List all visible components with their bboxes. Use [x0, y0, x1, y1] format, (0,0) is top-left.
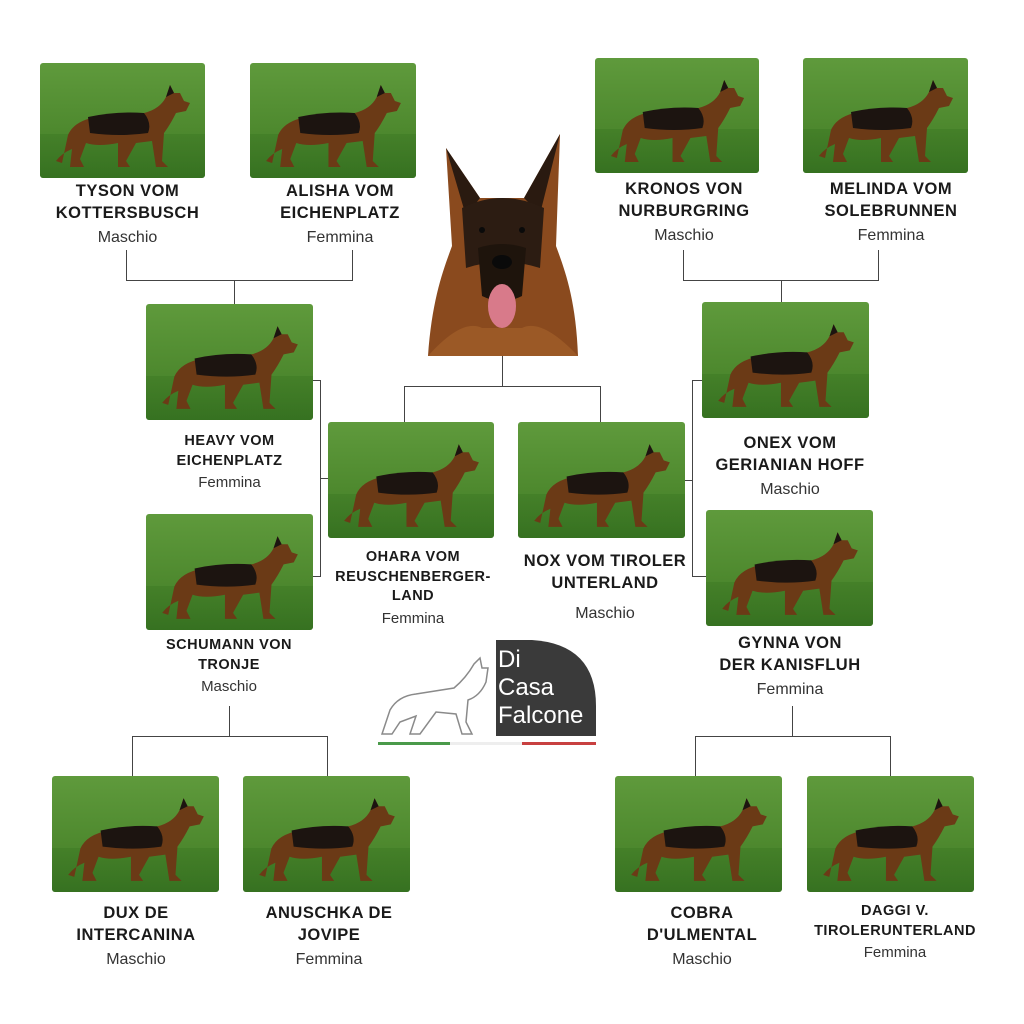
- connector: [890, 736, 891, 776]
- dog-name-line1: TYSON VOM: [75, 182, 180, 200]
- dog-sex: Maschio: [760, 480, 820, 498]
- connector: [126, 250, 127, 280]
- dog-name-line1: MELINDA VOM: [829, 180, 953, 198]
- dog-sex: Maschio: [575, 604, 635, 622]
- dog-name-line1: ALISHA VOM: [286, 182, 394, 200]
- connector: [878, 250, 879, 280]
- dog-name-line1: DAGGI V.: [861, 903, 929, 919]
- connector: [792, 706, 793, 736]
- connector: [685, 480, 692, 481]
- dog-label-gynna: [700, 632, 880, 700]
- connector: [695, 736, 696, 776]
- connector: [132, 736, 327, 737]
- dog-photo-onex: [702, 302, 869, 418]
- dog-name-line2: SOLEBRUNNEN: [824, 202, 958, 221]
- dog-label-heavy: [146, 432, 313, 493]
- dog-sex: Femmina: [198, 474, 261, 492]
- dog-photo-melinda: [803, 58, 968, 173]
- connector: [313, 380, 320, 381]
- connector: [692, 380, 693, 577]
- dog-name-line2: JOVIPE: [297, 926, 361, 945]
- dog-sex: Maschio: [97, 228, 158, 246]
- dog-label-schumann: [140, 636, 318, 697]
- connector: [502, 356, 503, 386]
- connector: [683, 250, 684, 280]
- dog-name-line1: SCHUMANN VON: [165, 637, 293, 653]
- logo-line1: Di: [498, 646, 521, 673]
- dog-label-nox: [512, 550, 698, 624]
- logo-line3: Falcone: [498, 702, 584, 729]
- dog-photo-heavy: [146, 304, 313, 420]
- dog-sex: Femmina: [863, 944, 927, 962]
- connector: [695, 736, 891, 737]
- dog-name-line2: DER KANISFLUH: [719, 656, 861, 675]
- dog-label-dux: [46, 902, 226, 970]
- dog-name-line2: TRONJE: [198, 656, 260, 673]
- dog-photo-daggi: [807, 776, 974, 892]
- connector: [352, 250, 353, 280]
- connector: [781, 280, 782, 302]
- dog-photo-alisha: [250, 63, 416, 178]
- connector: [132, 736, 133, 776]
- dog-name-line1: NOX VOM TIROLER: [523, 552, 687, 570]
- dog-name-line2: D'ULMENTAL: [646, 926, 758, 945]
- dog-name-line2: EICHENPLATZ: [280, 204, 400, 223]
- connector: [229, 706, 230, 736]
- connector: [600, 386, 601, 422]
- connector: [404, 386, 601, 387]
- dog-label-onex: [700, 432, 880, 500]
- dog-sex: Femmina: [857, 226, 925, 244]
- dog-photo-gynna: [706, 510, 873, 626]
- central-dog-portrait: [422, 128, 582, 356]
- dog-label-ohara: [328, 548, 498, 629]
- logo-text: [498, 646, 583, 730]
- dog-name-line2: KOTTERSBUSCH: [55, 204, 200, 223]
- dog-sex: Maschio: [201, 678, 257, 696]
- dog-photo-tyson: [40, 63, 205, 178]
- dog-sex: Femmina: [295, 950, 363, 968]
- connector: [320, 478, 328, 479]
- dog-name-line2: INTERCANINA: [76, 926, 196, 945]
- dog-sex: Femmina: [306, 228, 374, 246]
- brand-logo: [376, 638, 600, 750]
- connector: [692, 380, 702, 381]
- dog-label-melinda: [803, 178, 979, 246]
- dog-name-line2: EICHENPLATZ: [176, 452, 283, 469]
- dog-name-line1: ONEX VOM: [743, 434, 837, 452]
- dog-name-line3: LAND: [391, 588, 435, 605]
- dog-sex: Maschio: [672, 950, 732, 968]
- dog-label-kronos: [595, 178, 773, 246]
- dog-name-line1: GYNNA VON: [738, 634, 842, 652]
- logo-line2: Casa: [498, 674, 555, 701]
- dog-sex: Maschio: [654, 226, 714, 244]
- dog-name-line1: DUX DE: [103, 904, 169, 922]
- dog-name-line1: COBRA: [670, 904, 734, 922]
- dog-name-line1: OHARA VOM: [365, 549, 461, 565]
- dog-sex: Maschio: [106, 950, 166, 968]
- connector: [327, 736, 328, 776]
- dog-photo-ohara: [328, 422, 494, 538]
- dog-label-cobra: [612, 902, 792, 970]
- dog-name-line2: GERIANIAN HOFF: [715, 456, 865, 475]
- connector: [126, 280, 353, 281]
- dog-photo-kronos: [595, 58, 759, 173]
- dog-photo-schumann: [146, 514, 313, 630]
- dog-photo-anuschka: [243, 776, 410, 892]
- dog-photo-nox: [518, 422, 685, 538]
- dog-photo-cobra: [615, 776, 782, 892]
- dog-photo-dux: [52, 776, 219, 892]
- dog-label-daggi: [798, 902, 992, 963]
- dog-sex: Femmina: [381, 609, 445, 627]
- dog-label-alisha: [250, 180, 430, 248]
- dog-name-line1: HEAVY VOM: [184, 433, 275, 449]
- dog-name-line2: UNTERLAND: [551, 574, 659, 593]
- connector: [234, 280, 235, 304]
- dog-name-line1: ANUSCHKA DE: [265, 904, 393, 922]
- connector: [313, 576, 320, 577]
- dog-name-line2: TIROLERUNTERLAND: [814, 922, 976, 939]
- dog-name-line1: KRONOS VON: [625, 180, 743, 198]
- connector: [404, 386, 405, 422]
- dog-name-line2: REUSCHENBERGER-: [335, 568, 491, 585]
- dog-sex: Femmina: [756, 680, 824, 698]
- dog-label-anuschka: [240, 902, 418, 970]
- dog-name-line2: NURBURGRING: [618, 202, 750, 221]
- dog-label-tyson: [40, 180, 215, 248]
